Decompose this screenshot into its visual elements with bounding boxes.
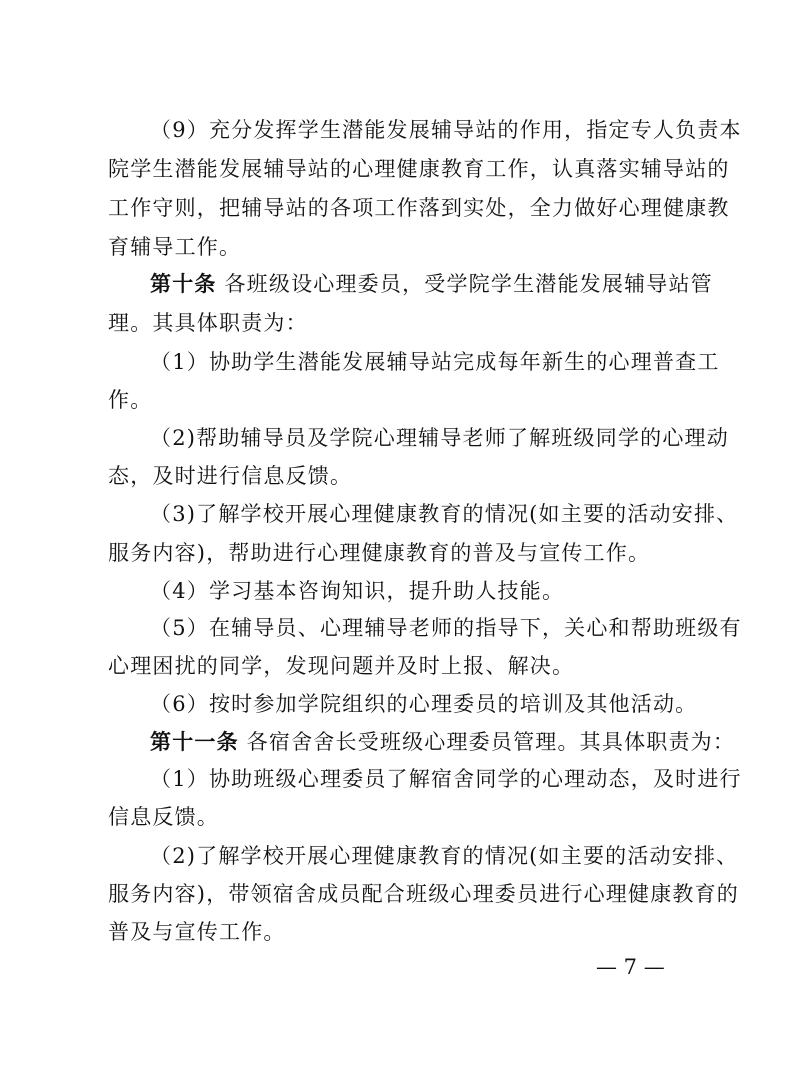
article-10-heading: 第十条 bbox=[150, 271, 217, 296]
article-11-first-line bbox=[150, 728, 736, 756]
article-10-first-line bbox=[150, 270, 713, 298]
article-10-item-2-line-1: （2)帮助辅导员及学院心理辅导老师了解班级同学的心理动 bbox=[150, 426, 729, 450]
article-10-item-5-line-2: 心理困扰的同学，发现问题并及时上报、解决。 bbox=[108, 654, 575, 678]
article-11-heading: 第十一条 bbox=[150, 729, 239, 754]
article-11-item-2-line-2: 服务内容)，带领宿舍成员配合班级心理委员进行心理健康教育的 bbox=[108, 882, 739, 906]
article-10-item-3-line-1: （3)了解学校开展心理健康教育的情况(如主要的活动安排、 bbox=[150, 502, 739, 526]
article-11-item-2-line-3: 普及与宣传工作。 bbox=[108, 920, 286, 944]
article-11-item-2-line-1: （2)了解学校开展心理健康教育的情况(如主要的活动安排、 bbox=[150, 844, 739, 868]
paragraph-9-line-4: 育辅导工作。 bbox=[108, 235, 242, 259]
article-10-item-2-line-2: 态，及时进行信息反馈。 bbox=[108, 464, 353, 488]
article-10-item-6-line-1: （6）按时参加学院组织的心理委员的培训及其他活动。 bbox=[150, 692, 698, 716]
article-10-item-3-line-2: 服务内容)，帮助进行心理健康教育的普及与宣传工作。 bbox=[108, 541, 651, 565]
article-10-item-4-line-1: （4）学习基本咨询知识，提升助人技能。 bbox=[150, 579, 565, 603]
article-10-text: 各班级设心理委员，受学院学生潜能发展辅导站管 bbox=[216, 272, 713, 296]
paragraph-9-line-3: 工作守则，把辅导站的各项工作落到实处，全力做好心理健康教 bbox=[108, 196, 730, 220]
article-10-item-5-line-1: （5）在辅导员、心理辅导老师的指导下，关心和帮助班级有 bbox=[150, 616, 742, 640]
article-10-item-1-line-1: （1）协助学生潜能发展辅导站完成每年新生的心理普查工 bbox=[150, 350, 720, 374]
article-11-text: 各宿舍舍长受班级心理委员管理。其具体职责为： bbox=[238, 730, 736, 754]
paragraph-9-line-1: （9）充分发挥学生潜能发展辅导站的作用，指定专人负责本 bbox=[150, 118, 742, 142]
paragraph-9-line-2: 院学生潜能发展辅导站的心理健康教育工作，认真落实辅导站的 bbox=[108, 157, 730, 181]
article-10-line-2: 理。其具体职责为： bbox=[108, 311, 308, 335]
page-number: — 7 — bbox=[596, 955, 665, 979]
article-10-item-1-line-2: 作。 bbox=[108, 388, 153, 412]
article-11-item-1-line-1: （1）协助班级心理委员了解宿舍同学的心理动态，及时进行 bbox=[150, 767, 742, 791]
article-11-item-1-line-2: 信息反馈。 bbox=[108, 805, 219, 829]
